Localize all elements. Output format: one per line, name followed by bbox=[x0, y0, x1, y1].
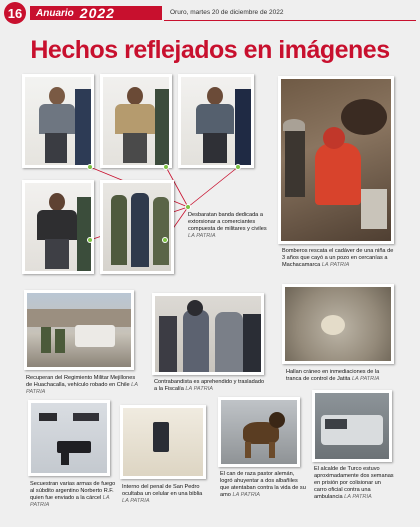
pin-dot bbox=[185, 204, 191, 210]
section-banner bbox=[30, 6, 162, 20]
photo-contrabandista bbox=[152, 293, 264, 375]
source-tag: LA PATRIA bbox=[30, 495, 110, 508]
photo-suspect-2 bbox=[100, 74, 172, 168]
pin-dot bbox=[163, 164, 169, 170]
section-year: 2022 bbox=[79, 5, 115, 21]
photo-dog bbox=[218, 397, 300, 467]
photo-suspect-3 bbox=[178, 74, 254, 168]
pin-dot bbox=[87, 237, 93, 243]
caption-desbaratan: Desbaratan banda dedicada a extorsionar a comerciantes compuesta de militares y civiles LA PATRIA bbox=[188, 212, 267, 239]
caption-secuestran: Secuestran varias armas de fuego al súbdito argentino Norberto R.F. quien fue enviado a la cárcel LA PATRIA bbox=[30, 481, 116, 508]
photo-skull bbox=[282, 284, 394, 364]
caption-hallan: Hallan cráneo en inmediaciones de la tranca de control de Jatita LA PATRIA bbox=[286, 369, 380, 382]
caption-bomberos: Bomberos rescata el cadáver de una niña de 3 años que cayó a un pozo en cercanías a Machacamarca LA PATRIA bbox=[282, 248, 394, 268]
page-number: 16 bbox=[4, 2, 26, 24]
page-title: Hechos reflejados en imágenes bbox=[30, 36, 390, 64]
pin-dot bbox=[235, 164, 241, 170]
photo-bible-phone bbox=[120, 405, 206, 479]
source-tag: LA PATRIA bbox=[185, 386, 213, 392]
source-tag: LA PATRIA bbox=[321, 262, 350, 268]
source-tag: LA PATRIA bbox=[344, 494, 372, 500]
source-tag: LA PATRIA bbox=[188, 233, 216, 239]
source-tag: LA PATRIA bbox=[232, 492, 261, 498]
photo-bomberos-rescue bbox=[278, 76, 394, 244]
source-tag: LA PATRIA bbox=[351, 376, 380, 382]
caption-recuperan: Recuperan del Regimiento Militar Mejillones de Huachacalla, vehículo robado en Chile LA PATRIA bbox=[26, 375, 138, 395]
photo-military-group bbox=[100, 180, 174, 274]
date-line: Oruro, martes 20 de diciembre de 2022 bbox=[170, 9, 284, 16]
section-label: Anuario bbox=[36, 7, 74, 19]
photo-recovered-vehicle bbox=[24, 290, 134, 370]
header-rule bbox=[164, 20, 416, 21]
source-tag: LA PATRIA bbox=[122, 498, 150, 504]
photo-crashed-car bbox=[312, 390, 392, 462]
caption-interno: Interno del penal de San Pedro ocultaba un celular en una biblia LA PATRIA bbox=[122, 484, 203, 504]
photo-weapons bbox=[28, 400, 110, 476]
photo-suspect-1 bbox=[22, 74, 94, 168]
caption-can: El can de raza pastor alemán, logró ahuyentar a dos albañiles que atentaban contra la vida de su amo LA PATRIA bbox=[220, 471, 306, 498]
photo-suspect-4 bbox=[22, 180, 94, 274]
caption-contrabandista: Contrabandista es aprehendido y trasladado a la Fiscalía LA PATRIA bbox=[154, 379, 265, 392]
source-tag: LA PATRIA bbox=[26, 382, 138, 395]
pin-dot bbox=[162, 237, 168, 243]
pin-dot bbox=[87, 164, 93, 170]
caption-alcalde: El alcalde de Turco estuvo aproximadamente dos semanas en prisión por colisionar un carro oficial contra una ambulancia LA PATRIA bbox=[314, 466, 394, 500]
